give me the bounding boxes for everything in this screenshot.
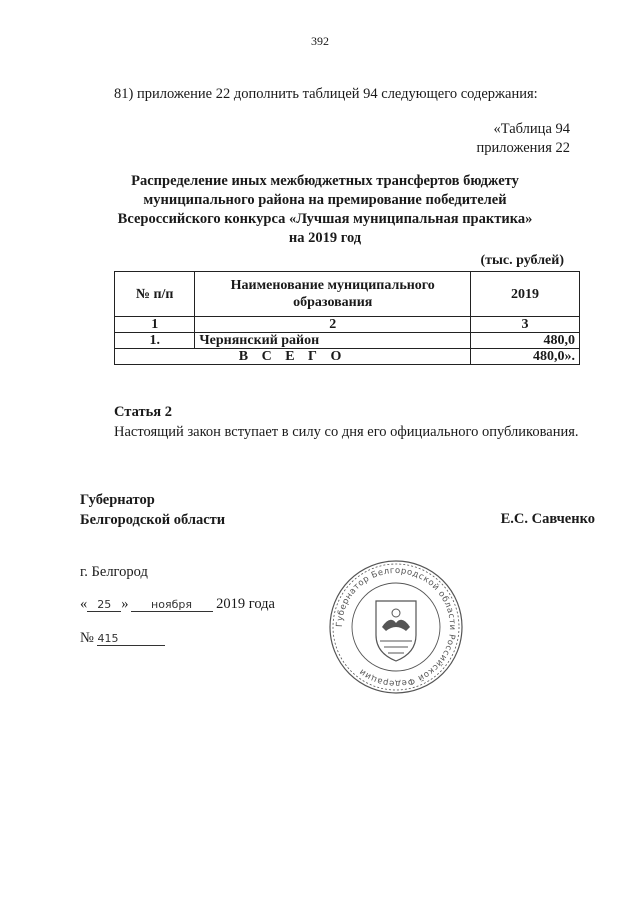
table-reference-line-2: приложения 22 — [476, 140, 570, 156]
position-line-2: Белгородской области — [80, 512, 226, 528]
number-value: 415 — [97, 632, 165, 646]
article-text: Настоящий закон вступает в силу со дня его официального опубликования. — [114, 424, 579, 440]
signing-date — [80, 596, 275, 613]
title-line-2: муниципального района на премирование победителей — [143, 192, 507, 208]
table-total-row — [115, 349, 580, 365]
title-line-1: Распределение иных межбюджетных трансфертов бюджету — [131, 173, 519, 189]
intro-paragraph: 81) приложение 22 дополнить таблицей 94 следующего содержания: — [114, 86, 538, 102]
title-line-3: Всероссийского конкурса «Лучшая муниципальная практика» — [117, 211, 533, 227]
signatory-position — [80, 490, 225, 530]
number-prefix: № — [80, 630, 94, 646]
index-cell-2: 2 — [195, 317, 471, 333]
seal-icon — [326, 557, 466, 697]
row-value: 480,0 — [471, 333, 580, 349]
date-month: ноября — [131, 598, 213, 612]
date-day: 25 — [87, 598, 121, 612]
document-number — [80, 630, 165, 647]
page-number: 392 — [311, 34, 329, 48]
header-number: № п/п — [115, 272, 195, 317]
date-close-quote: » — [121, 596, 129, 612]
total-value: 480,0». — [471, 349, 580, 365]
index-cell-3: 3 — [471, 317, 580, 333]
header-name: Наименование муниципального образования — [195, 272, 471, 317]
svg-text:Губернатор Белгородской област — [335, 566, 457, 688]
official-seal — [326, 557, 466, 697]
position-line-1: Губернатор — [80, 492, 155, 508]
date-year: 2019 года — [216, 596, 275, 612]
transfers-table — [114, 271, 580, 365]
total-label: В С Е Г О — [115, 349, 471, 365]
document-title — [80, 172, 570, 248]
article-title: Статья 2 — [114, 404, 172, 420]
header-year: 2019 — [471, 272, 580, 317]
units-label: (тыс. рублей) — [480, 253, 564, 268]
place-of-signing: г. Белгород — [80, 564, 148, 580]
row-number: 1. — [115, 333, 195, 349]
table-reference-line-1: «Таблица 94 — [493, 121, 570, 137]
date-open-quote: « — [80, 596, 88, 612]
table-header-row — [115, 272, 580, 317]
signatory-name: Е.С. Савченко — [500, 511, 595, 527]
title-line-4: на 2019 год — [288, 230, 362, 246]
index-cell-1: 1 — [115, 317, 195, 333]
seal-ring-text: Губернатор Белгородской области Российской Федерации — [334, 565, 458, 689]
row-name: Чернянский район — [195, 333, 471, 349]
table-row — [115, 333, 580, 349]
table-index-row — [115, 317, 580, 333]
